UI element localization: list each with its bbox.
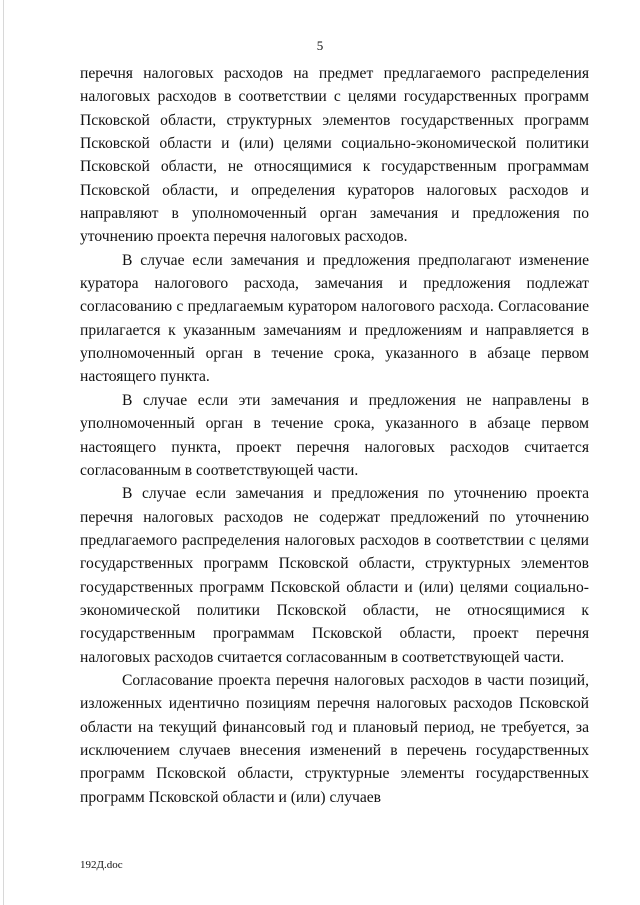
paragraph-2: В случае если замечания и предложения предполагают изменение куратора налогового расхода, замечания и предложения подлежат согласованию с предлагаемым куратором налогового расхода. Согласование прилагается к указанным замечаниям и предложениям и направляется в уполномоченный орган в течение срока, указанного в абзаце первом настоящего пункта. [80, 251, 589, 386]
paragraph-4: В случае если замечания и предложения по уточнению проекта перечня налоговых расходов не содержат предложений по уточнению предлагаемого распределения налоговых расходов в соответствии с целями государственных программ Псковской области, структурных элементов государственных программ Псковской области и (или) целями социально-экономической политики Псковской области, не относящимися к государственным программам Псковской области, проект перечня налоговых расходов считается согласованным в соответствующей части. [80, 485, 589, 666]
document-body [80, 62, 589, 809]
scan-edge-line [3, 0, 4, 905]
paragraph-3: В случае если эти замечания и предложения не направлены в уполномоченный орган в течение срока, указанного в абзаце первом настоящего пункта, проект перечня налоговых расходов считается согласованным в соответствующей части. [80, 391, 589, 479]
footer-filename: 192Д.doc [80, 859, 123, 871]
paragraph-1: перечня налоговых расходов на предмет предлагаемого распределения налоговых расходов в соответствии с целями государственных программ Псковской области, структурных элементов государственных программ Псковской области и (или) целями социально-экономической политики Псковской области, не относящимися к государственным программам Псковской области, и определения кураторов налоговых расходов и направляют в уполномоченный орган замечания и предложения по уточнению проекта перечня налоговых расходов. [80, 65, 589, 246]
page-number: 5 [316, 38, 324, 53]
paragraph-5: Согласование проекта перечня налоговых расходов в части позиций, изложенных идентично позициям перечня налоговых расходов Псковской области на текущий финансовый год и плановый период, не требуется, за исключением случаев внесения изменений в перечень государственных программ Псковской области, структурные элементы государственных программ Псковской области и (или) случаев [80, 671, 589, 806]
